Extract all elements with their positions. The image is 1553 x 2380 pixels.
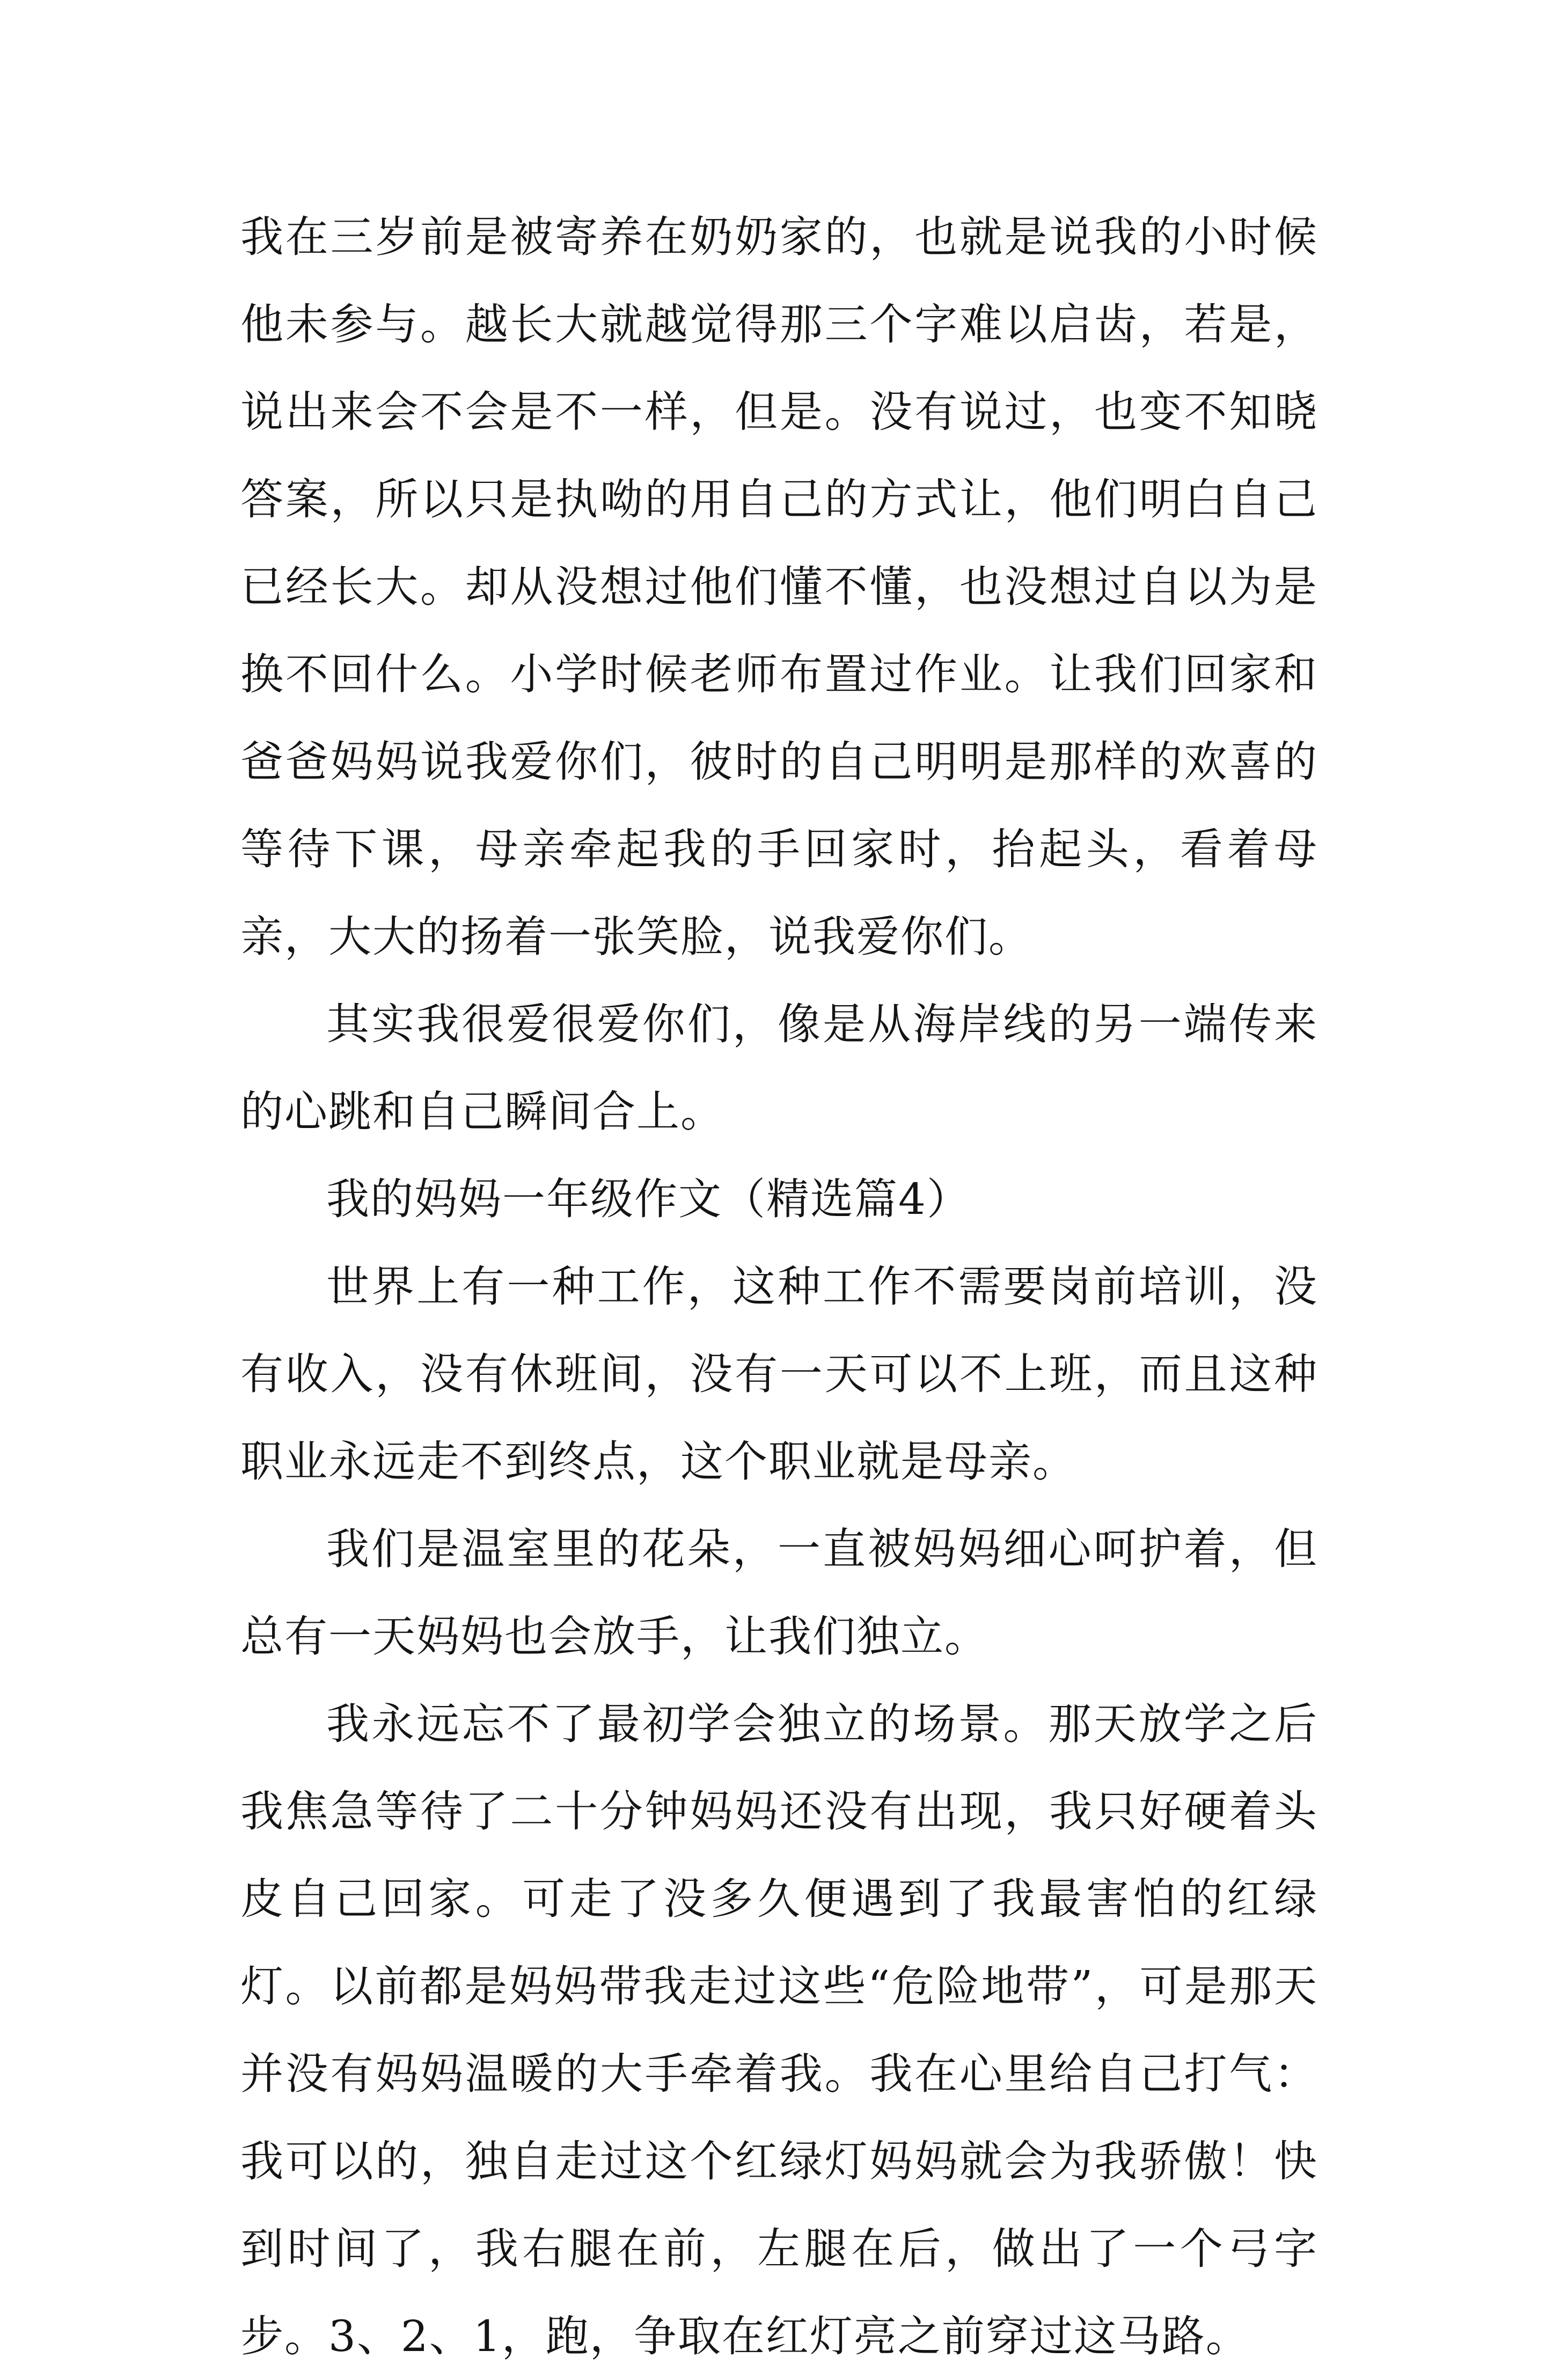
document-body (240, 193, 1318, 2380)
section-heading: 我的妈妈一年级作文（精选篇4） (326, 1174, 971, 1224)
paragraph-1: 我在三岁前是被寄养在奶奶家的，也就是说我的小时候他未参与。越长大就越觉得那三个字难以启齿，若是，说出来会不会是不一样，但是。没有说过，也变不知晓答案，所以只是执呦的用自己的方式让，他们明白自己已经长大。却从没想过他们懂不懂，也没想过自以为是换不回什么。小学时候老师布置过作业。让我们回家和爸爸妈妈说我爱你们，彼时的自己明明是那样的欢喜的等待下课，母亲牵起我的手回家时，抬起头，看着母亲，大大的扬着一张笑脸，说我爱你们。 (240, 212, 1318, 962)
paragraph-5: 我永远忘不了最初学会独立的场景。那天放学之后我焦急等待了二十分钟妈妈还没有出现，我只好硬着头皮自己回家。可走了没多久便遇到了我最害怕的红绿灯。以前都是妈妈带我走过这些“危险地带”，可是那天并没有妈妈温暖的大手牵着我。我在心里给自己打气：我可以的，独自走过这个红绿灯妈妈就会为我骄傲！快到时间了，我右腿在前，左腿在后，做出了一个弓字步。3、2、1，跑，争取在红灯亮之前穿过这马路。 (240, 1699, 1318, 2361)
paragraph-2: 其实我很爱很爱你们，像是从海岸线的另一端传来的心跳和自己瞬间合上。 (240, 999, 1318, 1137)
paragraph-3: 世界上有一种工作，这种工作不需要岗前培训，没有收入，没有休班间，没有一天可以不上班，而且这种职业永远走不到终点，这个职业就是母亲。 (240, 1262, 1318, 1486)
paragraph-4: 我们是温室里的花朵，一直被妈妈细心呵护着，但总有一天妈妈也会放手，让我们独立。 (240, 1524, 1318, 1661)
